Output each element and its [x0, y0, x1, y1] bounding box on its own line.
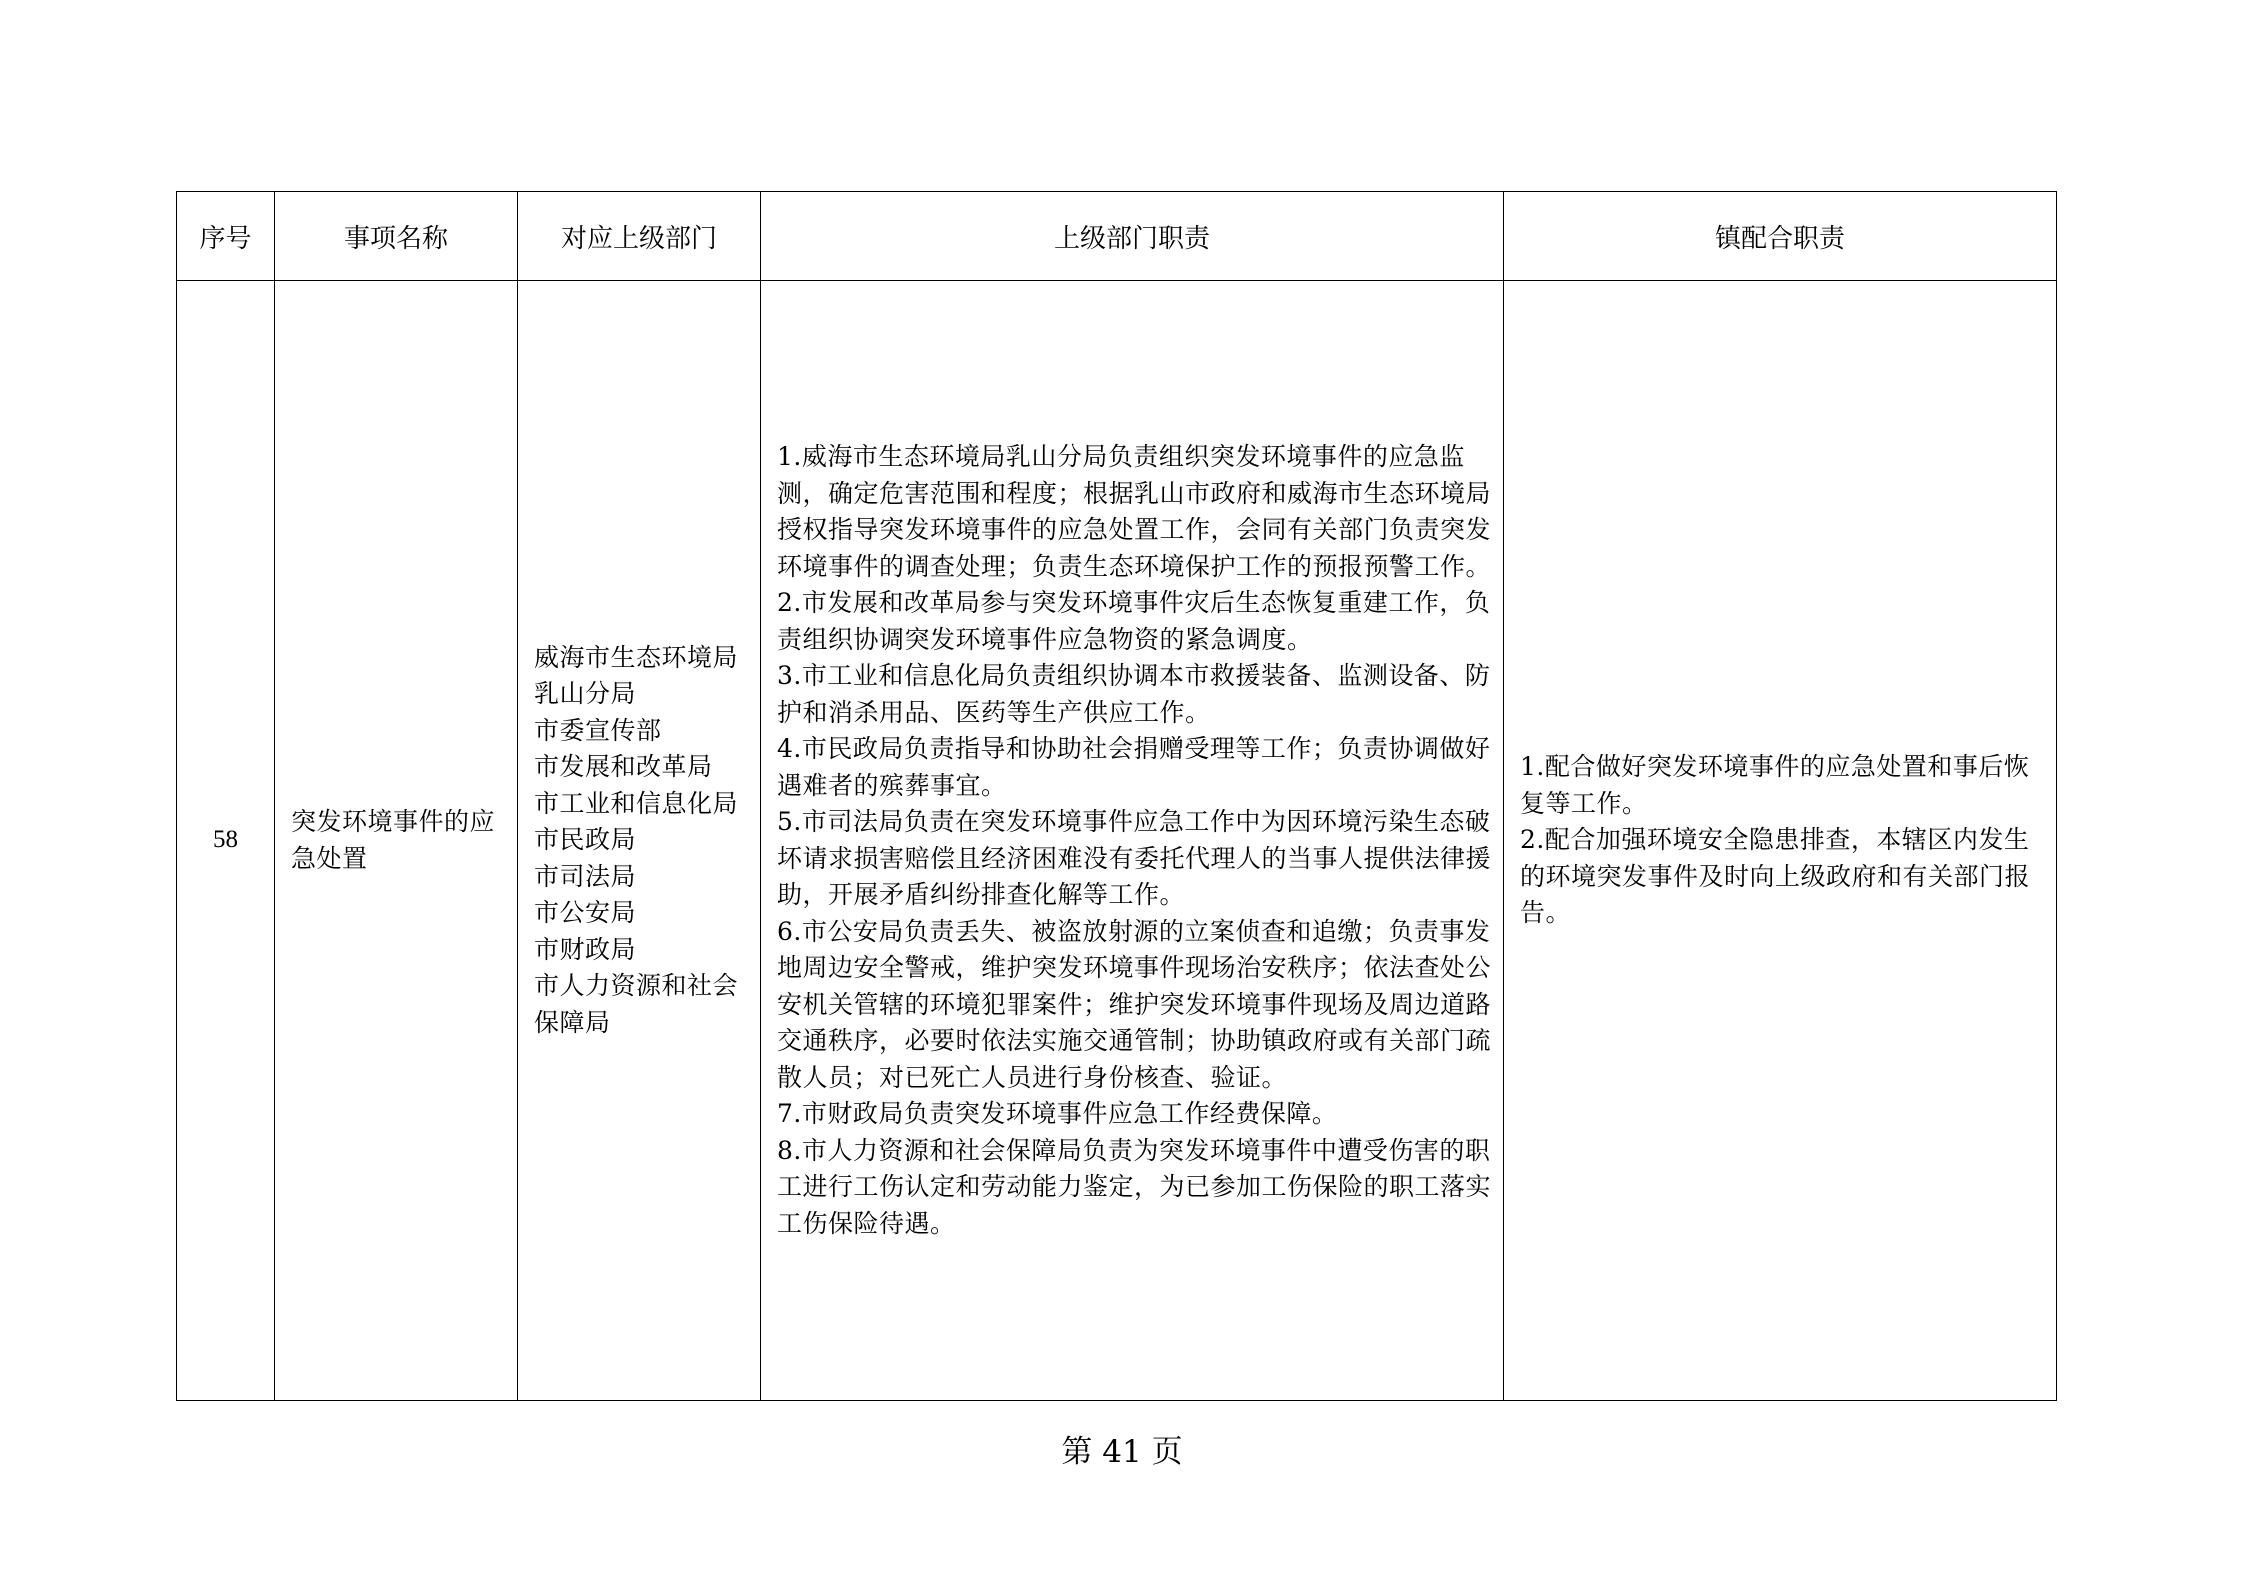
header-index: 序号 — [177, 192, 275, 281]
superior-duty-item: 7.市财政局负责突发环境事件应急工作经费保障。 — [777, 1099, 1338, 1128]
department-line: 市委宣传部 — [534, 715, 662, 745]
department-line: 市人力资源和社会保障局 — [534, 971, 739, 1037]
superior-duty-item: 2.市发展和改革局参与突发环境事件灾后生态恢复重建工作，负责组织协调突发环境事件应急物资的紧急调度。 — [777, 588, 1491, 654]
header-town-duties: 镇配合职责 — [1504, 192, 2057, 281]
town-duty-item: 2.配合加强环境安全隐患排查，本辖区内发生的环境突发事件及时向上级政府和有关部门报告。 — [1520, 825, 2031, 928]
superior-duty-item: 1.威海市生态环境局乳山分局负责组织突发环境事件的应急监测，确定危害范围和程度；根据乳山市政府和威海市生态环境局授权指导突发环境事件的应急处置工作，会同有关部门负责突发环境事件的调查处理；负责生态环境保护工作的预报预警工作。 — [777, 442, 1492, 581]
department-line: 市司法局 — [534, 861, 637, 891]
department-line: 市公安局 — [534, 898, 637, 928]
superior-duty-item: 3.市工业和信息化局负责组织协调本市救援装备、监测设备、防护和消杀用品、医药等生产供应工作。 — [777, 661, 1491, 727]
header-item-name: 事项名称 — [275, 192, 518, 281]
department-line: 威海市生态环境局乳山分局 — [534, 642, 739, 709]
duty-table — [176, 191, 2057, 1401]
superior-duty-item: 6.市公安局负责丢失、被盗放射源的立案侦查和追缴；负责事发地周边安全警戒，维护突发环境事件现场治安秩序；依法查处公安机关管辖的环境犯罪案件；维护突发环境事件现场及周边道路交通秩序，必要时依法实施交通管制；协助镇政府或有关部门疏散人员；对已死亡人员进行身份核查、验证。 — [777, 916, 1492, 1092]
superior-duty-item: 8.市人力资源和社会保障局负责为突发环境事件中遭受伤害的职工进行工伤认定和劳动能力鉴定，为已参加工伤保险的职工落实工伤保险待遇。 — [777, 1135, 1492, 1238]
table-row — [177, 281, 2057, 1401]
row-superior-duties — [761, 281, 1504, 1401]
row-town-duties — [1504, 281, 2057, 1401]
department-line: 市财政局 — [534, 934, 637, 964]
department-line: 市工业和信息化局 — [534, 788, 739, 818]
row-departments — [518, 281, 761, 1401]
row-index: 58 — [177, 281, 275, 1401]
header-row — [177, 192, 2057, 281]
town-duty-item: 1.配合做好突发环境事件的应急处置和事后恢复等工作。 — [1520, 752, 2030, 818]
row-item-name — [275, 281, 518, 1401]
item-name-text: 突发环境事件的应急处置 — [291, 807, 496, 873]
department-line: 市发展和改革局 — [534, 752, 713, 782]
superior-duty-item: 5.市司法局负责在突发环境事件应急工作中为因环境污染生态破坏请求损害赔偿且经济困难没有委托代理人的当事人提供法律援助，开展矛盾纠纷排查化解等工作。 — [777, 807, 1492, 909]
department-line: 市民政局 — [534, 825, 637, 855]
header-superior-duties: 上级部门职责 — [761, 192, 1504, 281]
header-departments: 对应上级部门 — [518, 192, 761, 281]
page-number: 第 41 页 — [1061, 1434, 1183, 1470]
superior-duty-item: 4.市民政局负责指导和协助社会捐赠受理等工作；负责协调做好遇难者的殡葬事宜。 — [777, 734, 1491, 800]
